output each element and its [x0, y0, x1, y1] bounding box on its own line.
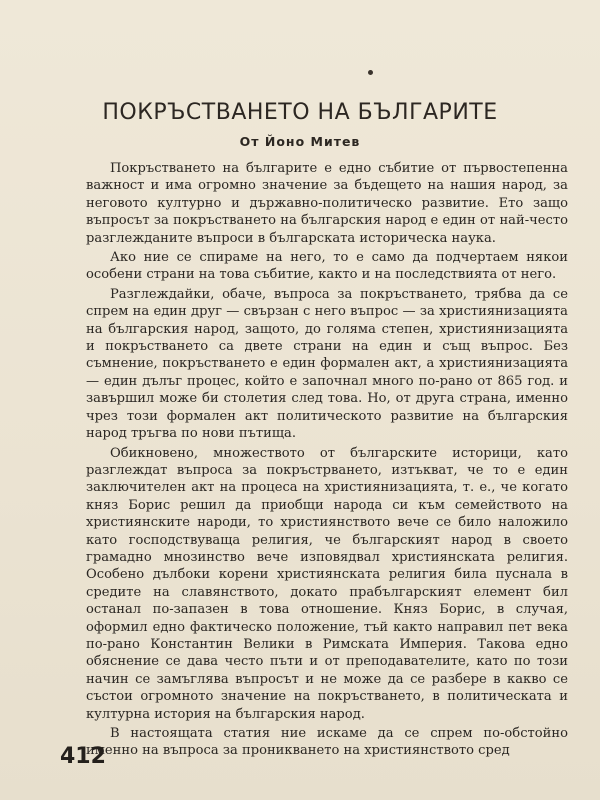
article-body [86, 160, 568, 762]
article-title: ПОКРЪСТВАНЕТО НА БЪЛГАРИТЕ [102, 100, 498, 125]
ornament-dot [368, 70, 373, 75]
paragraph: Ако ние се спираме на него, то е само да подчертаем някои особени страни на това събитие, както и на последствията от него. [86, 250, 568, 283]
paragraph: В настоящата статия ние искаме да се спрем по-обстойно именно на въпроса за проникването на християнството сред [86, 726, 568, 759]
paragraph: Покръстването на българите е едно събитие от първостепенна важност и има огромно значение за бъдещето на нашия народ, за неговото културно и държавно-политическо развитие. Ето защо въпросът за покръстването на българския народ е един от най-често разглежданите въпроси в българската историческа наука. [86, 161, 568, 246]
paragraph: Разглеждайки, обаче, въпроса за покръстването, трябва да се спрем на един друг — свързан с него въпрос — за християнизацията на българския народ, защото, до голяма степен, християнизацията и покръстването са двете страни на един и същ въпрос. Без съмнение, покръстването е един формален акт, а християнизацията — един дълъг процес, който е започнал много по-рано от 865 год. и завършил може би столетия след това. Но, от друга страна, именно чрез този формален акт политическото развитие на българския народ тръгва по нови пътища. [86, 286, 568, 442]
paragraph: Обикновено, множеството от българските историци, като разглеждат въпроса за покръстрването, изтъкват, че то е един заключителен акт на процеса на християнизацията, т. е., че когато княз Борис решил да приобщи народа си към семейството на християнските народи, то християнството вече се било наложило като господствуваща религия, че българският народ в своето грамадно мнозинство вече изповядвал християнската религия. Особено дълбоки корени християнската религия била пуснала в средите на славянството, докато прабългарският елемент бил останал по-запазен в това отношение. Княз Борис, в случая, оформил едно фактическо положение, тъй както направил пет века по-рано Константин Велики в Римската Империя. Такова едно обяснение се дава често пъти и от преподавателите, като по този начин се замъглява въпросът и не може да се разбере в какво се състои огромното значение на покръстването, в политическата и културна история на българския народ. [86, 445, 568, 722]
page-number: 412 [60, 744, 106, 769]
article-author: От Йоно Митев [239, 134, 361, 149]
